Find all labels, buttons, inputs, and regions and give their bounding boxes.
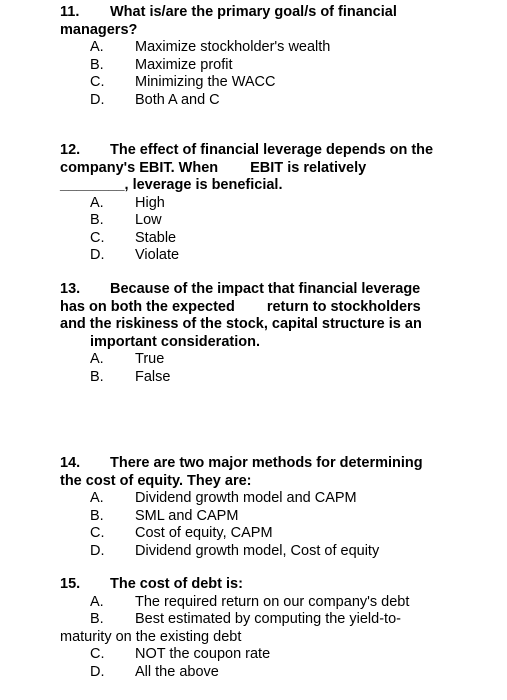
question-number: 12. <box>60 142 81 158</box>
question-13 <box>60 281 500 386</box>
question-12 <box>60 142 500 265</box>
answer-option: C. NOT the coupon rate <box>90 646 271 662</box>
answer-option: A. True <box>90 351 165 367</box>
question-stem: company's EBIT. When EBIT is relatively <box>60 159 367 176</box>
question-stem: and the riskiness of the stock, capital structure is an <box>60 316 422 332</box>
answer-option-continuation: maturity on the existing debt <box>60 628 242 645</box>
question-stem: 12. The effect of financial leverage depends on the <box>60 142 434 158</box>
question-stem: managers? <box>60 21 138 38</box>
question-stem: 11. What is/are the primary goal/s of financial <box>60 4 397 20</box>
question-14 <box>60 455 500 560</box>
answer-option: B. Low <box>90 212 162 228</box>
question-stem: 15. The cost of debt is: <box>60 576 243 592</box>
answer-option: B. Maximize profit <box>90 56 233 73</box>
question-stem: important consideration. <box>90 333 260 350</box>
question-stem: ________, leverage is beneficial. <box>60 177 283 193</box>
question-11 <box>60 4 500 109</box>
answer-option: A. High <box>90 194 165 211</box>
question-stem: 13. Because of the impact that financial leverage <box>60 281 421 297</box>
question-number: 13. <box>60 281 81 297</box>
question-stem: 14. There are two major methods for determining <box>60 455 423 471</box>
answer-option: C. Stable <box>90 229 177 246</box>
answer-option: A. The required return on our company's debt <box>90 593 410 610</box>
answer-option: B. Best estimated by computing the yield-to- <box>90 611 401 627</box>
question-stem: the cost of equity. They are: <box>60 472 252 489</box>
question-number: 11. <box>60 4 80 20</box>
question-15 <box>60 576 500 681</box>
answer-option: D. Violate <box>90 247 180 263</box>
answer-option: D. Both A and C <box>90 91 220 108</box>
question-number: 14. <box>60 455 81 471</box>
answer-option: C. Cost of equity, CAPM <box>90 525 273 541</box>
answer-option: A. Maximize stockholder's wealth <box>90 39 331 55</box>
answer-option: D. Dividend growth model, Cost of equity <box>90 542 380 559</box>
question-number: 15. <box>60 576 81 592</box>
answer-option: C. Minimizing the WACC <box>90 74 276 90</box>
answer-option: A. Dividend growth model and CAPM <box>90 490 357 506</box>
question-stem: has on both the expected return to stockholders <box>60 298 421 315</box>
answer-option: D. All the above <box>90 663 219 680</box>
answer-option: B. SML and CAPM <box>90 507 239 524</box>
answer-option: B. False <box>90 368 171 385</box>
